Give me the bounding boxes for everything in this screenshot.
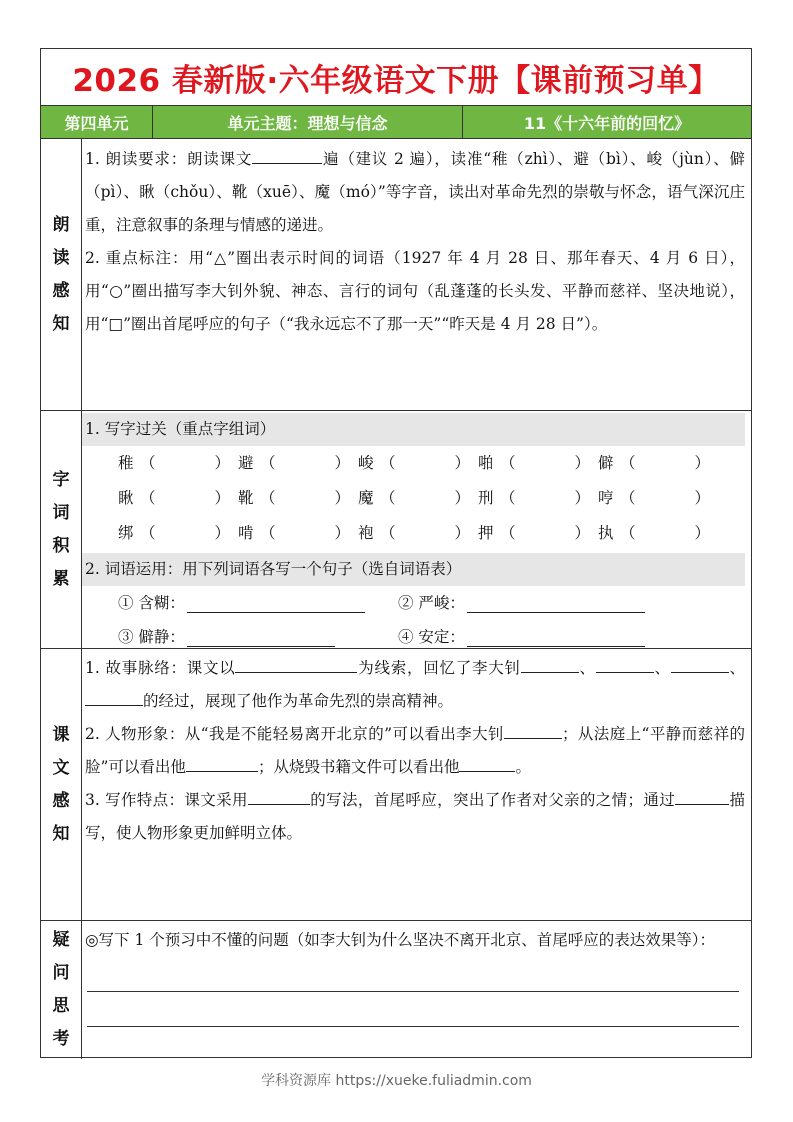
section-label-words: 字 词 积 累 [41,411,82,648]
word-use-item: ④ 安定： [398,621,678,654]
char-cell[interactable]: 魔 （ ） [358,489,470,507]
char-cell[interactable]: 哼 （ ） [598,489,710,507]
unit-band [41,106,751,139]
char-cell[interactable]: 执 （ ） [598,524,710,542]
event-blank[interactable] [85,687,143,706]
char-cell[interactable]: 避 （ ） [238,454,350,472]
questions-content [82,921,751,1059]
story-thread: 1. 故事脉络：课文以 为线索，回忆了李大钊 、 、 、的经过，展现了他作为革命先烈的崇高精神。 [82,652,745,718]
word-use-item: ② 严峻： [398,587,678,620]
word-use-item: ③ 僻静： [118,621,398,654]
unit-label: 第四单元 [41,106,153,138]
sentence-blank[interactable] [467,628,645,647]
section-text [41,649,751,921]
reading-requirement: 1. 朗读要求：朗读课文 遍（建议 2 遍），读准“稚（zhì）、避（bì）、峻（jùn）、僻（pì）、瞅（chǒu）、靴（xuē）、魔（mó）”等字音，读出对革命先烈的崇敬与怀念，语气深沉庄重，注意叙事的条理与情感的递进。 [82,143,745,242]
char-cell[interactable]: 绑 （ ） [118,524,230,542]
page-title: 2026 春新版·六年级语文下册【课前预习单】 [41,49,751,106]
clue-blank[interactable] [235,654,357,673]
trait-blank[interactable] [459,753,515,772]
word-use-row [82,586,745,620]
unit-theme: 单元主题：理想与信念 [153,106,463,138]
trait-blank[interactable] [186,753,258,772]
sentence-blank[interactable] [187,628,335,647]
event-blank[interactable] [521,654,579,673]
char-cell[interactable]: 刑 （ ） [478,489,590,507]
char-cell[interactable]: 啃 （ ） [238,524,350,542]
method-blank[interactable] [248,786,310,805]
lesson-title: 11《十六年前的回忆》 [523,113,691,133]
char-row [118,481,745,516]
sentence-blank[interactable] [467,594,645,613]
trait-blank[interactable] [504,720,562,739]
section-reading [41,139,751,411]
section-label-reading: 朗 读 感 知 [41,139,82,410]
section-label-text: 课 文 感 知 [41,649,82,920]
section-words [41,411,751,649]
event-blank[interactable] [596,654,654,673]
char-cell[interactable]: 峻 （ ） [358,454,470,472]
words-heading-1: 1. 写字过关（重点字组词） [82,413,745,446]
words-content [82,411,751,648]
char-cell[interactable]: 僻 （ ） [598,454,710,472]
worksheet [40,48,752,1058]
times-blank[interactable] [252,145,322,164]
word-use-item: ① 含糊： [118,587,398,620]
char-cell[interactable]: 押 （ ） [478,524,590,542]
section-questions [41,921,751,1059]
char-cell[interactable]: 靴 （ ） [238,489,350,507]
char-cell[interactable]: 啪 （ ） [478,454,590,472]
char-grid [82,446,745,551]
answer-line[interactable] [87,992,739,1027]
char-cell[interactable]: 袍 （ ） [358,524,470,542]
words-heading-2: 2. 词语运用：用下列词语各写一个句子（选自词语表） [82,553,745,586]
event-blank[interactable] [671,654,729,673]
character-image: 2. 人物形象：从“我是不能轻易离开北京的”可以看出李大钊 ；从法庭上“平静而慈祥的脸”可以看出他 ；从烧毁书籍文件可以看出他 。 [82,718,745,784]
answer-line[interactable] [87,957,739,992]
char-cell[interactable]: 瞅 （ ） [118,489,230,507]
text-content [82,649,751,920]
footer-source: 学科资源库 https://xueke.fuliadmin.com [261,1073,532,1089]
char-cell[interactable]: 稚 （ ） [118,454,230,472]
char-row [118,446,745,481]
section-label-questions: 疑 问 思 考 [41,921,82,1059]
writing-features: 3. 写作特点：课文采用 的写法，首尾呼应，突出了作者对父亲的之情；通过 描写，使人物形象更加鲜明立体。 [82,784,745,850]
sentence-blank[interactable] [187,594,365,613]
reading-annotation: 2. 重点标注：用“△”圈出表示时间的词语（1927 年 4 月 28 日、那年春天、4 月 6 日），用“○”圈出描写李大钊外貌、神态、言行的词句（乱蓬蓬的长头发、平静而慈祥、坚决地说），用“□”圈出首尾呼应的句子（“我永远忘不了那一天”“昨天是 4 月 28 日”）。 [85,249,745,333]
question-prompt: ◎写下 1 个预习中不懂的问题（如李大钊为什么坚决不离开北京、首尾呼应的表达效果等）： [85,931,715,949]
reading-content [82,139,751,410]
char-row [118,516,745,551]
description-blank[interactable] [675,786,729,805]
